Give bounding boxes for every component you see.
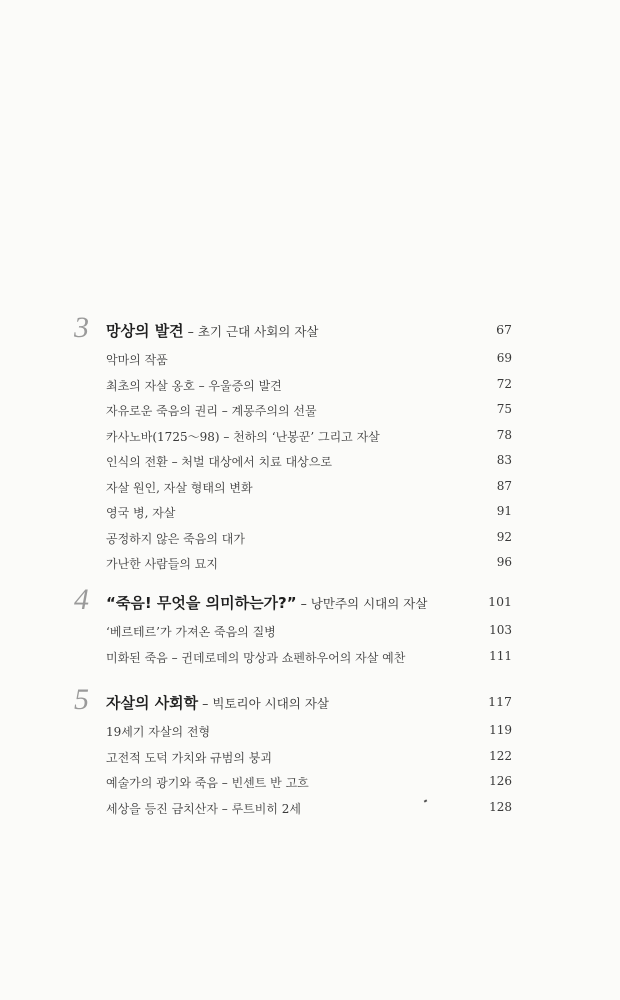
- chapter-page-number: 117: [488, 694, 512, 709]
- chapter-subtitle: – 초기 근대 사회의 자살: [183, 324, 319, 339]
- toc-entry: [0, 551, 620, 577]
- entry-page-number: 111: [489, 648, 512, 663]
- entry-title: 19세기 자살의 전형: [106, 725, 211, 739]
- chapter-number: 4: [74, 583, 89, 616]
- toc-entry: [0, 619, 620, 645]
- entry-title: 카사노바(1725～98) – 천하의 ‘난봉꾼’ 그리고 자살: [106, 429, 380, 444]
- entry-page-number: 78: [496, 427, 512, 442]
- entry-page-number: 75: [496, 402, 512, 416]
- chapter-title: [106, 592, 427, 613]
- toc-entry: [0, 449, 620, 475]
- toc-entry: [0, 745, 620, 771]
- entry-title: 세상을 등진 금치산자 – 루트비히 2세: [106, 801, 301, 816]
- chapter-subtitle: – 낭만주의 시대의 자살: [296, 596, 428, 611]
- entry-title: 가난한 사람들의 묘지: [106, 557, 218, 571]
- toc-entry: [0, 398, 620, 424]
- toc-entry: [0, 645, 620, 671]
- toc-entry: [0, 500, 620, 526]
- chapter-heading: [0, 313, 620, 347]
- entry-page-number: 119: [489, 723, 512, 737]
- entry-page-number: 91: [496, 504, 512, 518]
- entry-title: 예술가의 광기와 죽음 – 빈센트 반 고흐: [106, 776, 309, 790]
- toc-entry: [0, 526, 620, 552]
- entry-title: 영국 병, 자살: [106, 506, 176, 520]
- chapter-number: 5: [74, 683, 89, 716]
- entry-title: 악마의 작품: [106, 353, 168, 367]
- entry-page-number: 103: [489, 623, 512, 637]
- entry-page-number: 69: [496, 351, 512, 365]
- chapter-page-number: 101: [488, 594, 512, 609]
- entry-title: 미화된 죽음 – 귄데로데의 망상과 쇼펜하우어의 자살 예찬: [106, 650, 406, 665]
- toc-entry: [0, 475, 620, 501]
- entry-page-number: 83: [496, 453, 512, 467]
- chapter-subtitle: – 빅토리아 시대의 자살: [198, 696, 329, 711]
- chapter-number: 3: [74, 311, 89, 344]
- chapter-title: [106, 692, 329, 713]
- entry-page-number: 96: [496, 555, 512, 569]
- entry-page-number: 87: [496, 478, 512, 493]
- chapter-page-number: 67: [496, 322, 512, 337]
- chapter-4: [0, 585, 620, 670]
- chapter-title-main: 자살의 사회학: [106, 694, 199, 712]
- chapter-5: [0, 685, 620, 821]
- toc-entry: [0, 424, 620, 450]
- toc-entry: [0, 770, 620, 796]
- chapter-3: [0, 313, 620, 577]
- entry-title: ‘베르테르’가 가져온 죽음의 질병: [106, 625, 276, 639]
- entry-page-number: 72: [496, 376, 512, 391]
- entry-page-number: 126: [489, 774, 512, 788]
- entry-title: 공정하지 않은 죽음의 대가: [106, 531, 245, 546]
- entry-page-number: 122: [489, 748, 512, 763]
- toc-entry: [0, 373, 620, 399]
- entry-title: 인식의 전환 – 처벌 대상에서 치료 대상으로: [106, 455, 332, 469]
- entry-title: 최초의 자살 옹호 – 우울증의 발견: [106, 378, 282, 393]
- chapter-heading: [0, 585, 620, 619]
- entry-title: 자유로운 죽음의 권리 – 계몽주의의 선물: [106, 404, 317, 418]
- chapter-title-main: 망상의 발견: [106, 322, 184, 340]
- entry-title: 자살 원인, 자살 형태의 변화: [106, 480, 253, 495]
- toc-entry: [0, 796, 620, 822]
- entry-title: 고전적 도덕 가치와 규범의 붕괴: [106, 750, 272, 765]
- chapter-title: [106, 320, 318, 341]
- toc-entry: [0, 347, 620, 373]
- chapter-title-main: “죽음! 무엇을 의미하는가?”: [106, 594, 297, 612]
- chapter-heading: [0, 685, 620, 719]
- toc-entry: [0, 719, 620, 745]
- entry-page-number: 92: [496, 529, 512, 544]
- entry-page-number: 128: [489, 799, 512, 814]
